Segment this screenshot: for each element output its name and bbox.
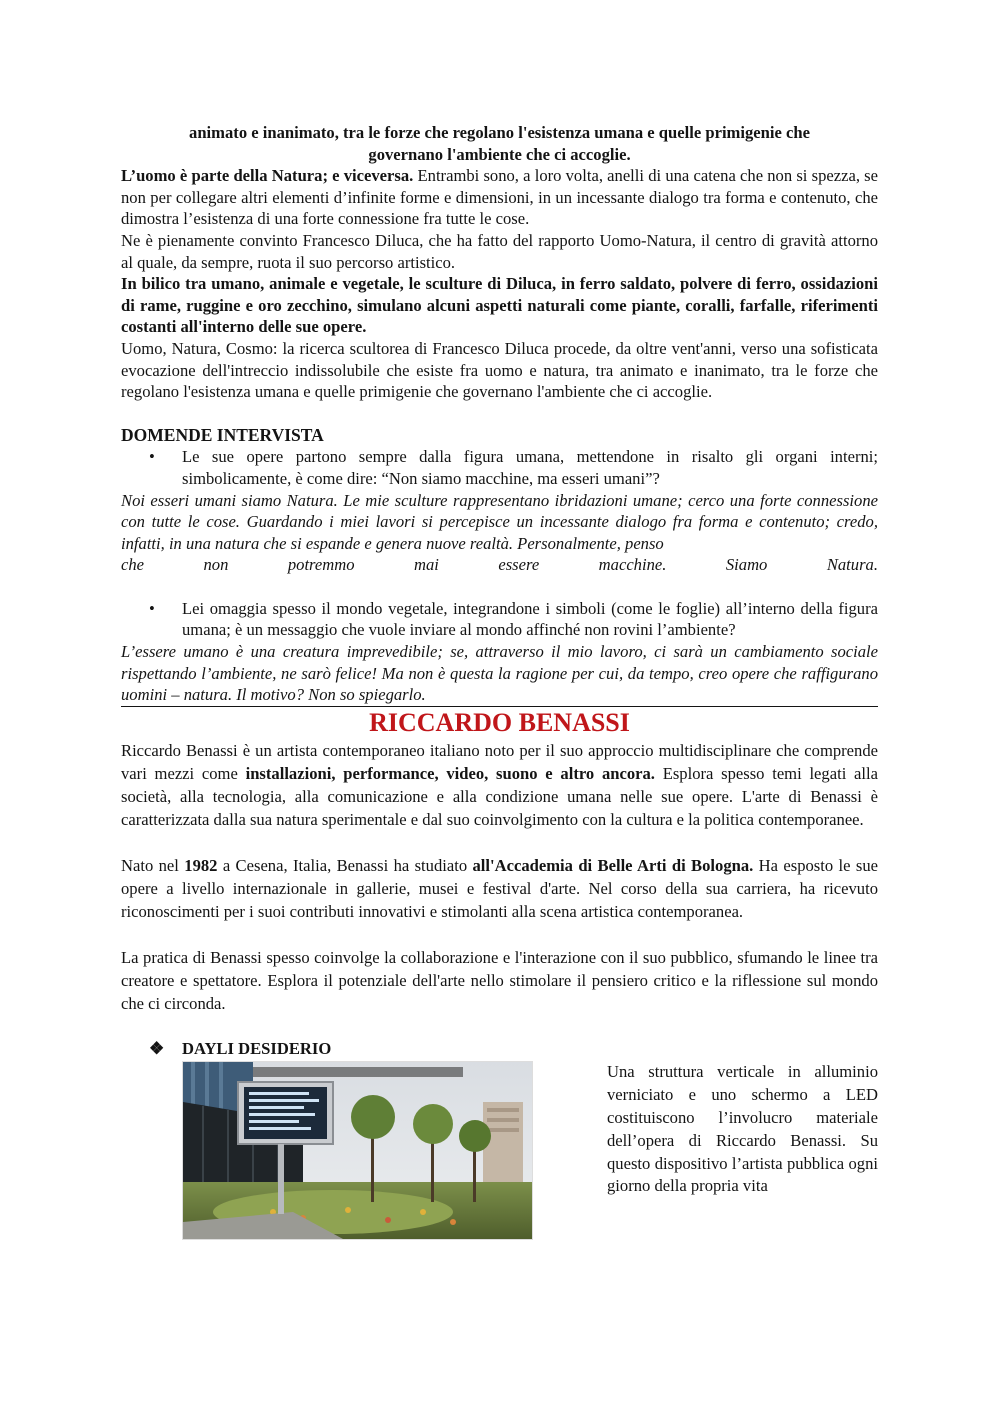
intro-centered-line-1: animato e inanimato, tra le forze che regolano l'esistenza umana e quelle primigenie che <box>189 123 810 142</box>
spacer <box>121 831 878 854</box>
intro-p1-bold: L’uomo è parte della Natura; e viceversa. <box>121 166 414 186</box>
benassi-p1-a: Riccardo Benassi è un artista contemporaneo italiano noto per il suo approccio multidisciplinare che comprende vari mezzi come <box>121 740 878 783</box>
spacer <box>121 576 878 598</box>
benassi-paragraph-2 <box>121 854 878 923</box>
benassi-paragraph-1 <box>121 739 878 831</box>
benassi-p2-b: a Cesena, Italia, Benassi ha studiato <box>217 855 473 875</box>
spacer <box>121 1015 878 1038</box>
interview-question-list-1 <box>121 446 878 489</box>
interview-question-list-2 <box>121 598 878 641</box>
interview-answer-1: Noi esseri umani siamo Natura. Le mie sculture rappresentano ibridazioni umane; cerco una forte connessione con tutte le cose. Guardando i miei lavori si percepisce un incessante dialogo fra forma e contenuto; credo, infatti, in una natura che si espande e genera nuove realtà. Personalmente, penso <box>121 490 878 553</box>
work-description: Una struttura verticale in alluminio verniciato e uno schermo a LED costituiscono l’involucro materiale dell’opera di Riccardo Benassi. Su questo dispositivo l’artista pubblica ogni giorno della propria vita <box>607 1062 878 1196</box>
document-page <box>121 122 878 1261</box>
benassi-p2-c: Ha esposto le sue opere a livello internazionale in gallerie, musei e festival d'arte. Nel corso della sua carriera, ha ricevuto riconoscimenti per i suoi contributi innovativi e stimolanti alla scena artistica contemporanea. <box>121 855 878 921</box>
intro-paragraph-3: In bilico tra umano, animale e vegetale, le sculture di Diluca, in ferro saldato, polvere di ferro, ossidazioni di rame, ruggine e oro zecchino, simulano alcuni aspetti naturali come piante, coralli, farfalle, riferimenti costanti all'interno delle sue opere. <box>121 274 878 337</box>
benassi-birth-year: 1982 <box>184 855 218 875</box>
interview-answer-1-last-line: che non potremmo mai essere macchine. Siamo Natura. <box>121 555 878 575</box>
benassi-p1-b: Esplora spesso temi legati alla società, alla tecnologia, alla comunicazione e alla condizione umana nelle sue opere. L'arte di Benassi è caratterizzata dalla sua natura sperimentale e dal suo coinvolgimento con la cultura e la politica contemporanee. <box>121 763 878 829</box>
diamond-bullet-icon: ❖ <box>149 1038 165 1058</box>
intro-paragraph-2: Ne è pienamente convinto Francesco Diluca, che ha fatto del rapporto Uomo-Natura, il centro di gravità attorno al quale, da sempre, ruota il suo percorso artistico. <box>121 230 878 272</box>
benassi-p2-a: Nato nel <box>121 855 185 875</box>
intro-p1-rest: Entrambi sono, a loro volta, anelli di una catena che non si spezza, se non per collegare altri elementi d’infinite forme e dimensioni, in un incessante dialogo tra forma e contenuto, che dimostra l’esistenza di una forte connessione fra tutte le cose. <box>121 166 878 229</box>
intro-paragraph-4: Uomo, Natura, Cosmo: la ricerca scultorea di Francesco Diluca procede, da oltre vent'anni, verso una sofisticata evocazione dell'intreccio indissolubile che esiste fra uomo e natura, tra animato e inanimato, tra le forze che regolano l'esistenza umana e quelle primigenie che governano l'ambiente che ci accoglie. <box>121 338 878 402</box>
interview-question-2 <box>121 598 878 641</box>
work-heading-text: DAYLI DESIDERIO <box>182 1038 332 1058</box>
benassi-p2-bold: all'Accademia di Belle Arti di Bologna. <box>472 855 754 875</box>
benassi-paragraph-3: La pratica di Benassi spesso coinvolge la collaborazione e l'interazione con il suo pubblico, sfumando le linee tra creatore e spettatore. Esplora il potenziale dell'arte nello stimolare il pensiero critico e la riflessione sul mondo che ci circonda. <box>121 947 878 1013</box>
work-section <box>121 1061 878 1261</box>
artwork-photo-illustration <box>183 1062 532 1239</box>
interview-answer-2: L’essere umano è una creatura imprevedibile; se, attraverso il mio lavoro, ci sarà un cambiamento sociale rispettando l’ambiente, ne sarò felice! Ma non è questa la ragione per cui, da tempo, creo opere che raffigurano uomini – natura. Il motivo? Non so spiegarlo. <box>121 641 878 707</box>
intro-paragraph-1 <box>121 165 878 230</box>
spacer <box>121 923 878 946</box>
bullet-icon: • <box>149 447 155 467</box>
work-heading <box>121 1038 878 1060</box>
spacer <box>121 403 878 425</box>
bullet-icon: • <box>149 598 155 618</box>
question-2-text: Lei omaggia spesso il mondo vegetale, integrandone i simboli (come le foglie) all’interno della figura umana; è un messaggio che vuole inviare al mondo affinché non rovini l’ambiente? <box>182 598 878 640</box>
benassi-p1-bold: installazioni, performance, video, suono e altro ancora. <box>245 763 655 783</box>
question-1-text: Le sue opere partono sempre dalla figura umana, mettendone in risalto gli organi interni; simbolicamente, è come dire: “Non siamo macchine, ma esseri umani”? <box>182 447 878 488</box>
artwork-photo <box>182 1061 533 1240</box>
interview-question-1 <box>121 446 878 489</box>
intro-centered-line-2: governano l'ambiente che ci accoglie. <box>368 144 631 164</box>
benassi-title: RICCARDO BENASSI <box>369 707 630 737</box>
interview-heading: DOMENDE INTERVISTA <box>121 424 324 445</box>
